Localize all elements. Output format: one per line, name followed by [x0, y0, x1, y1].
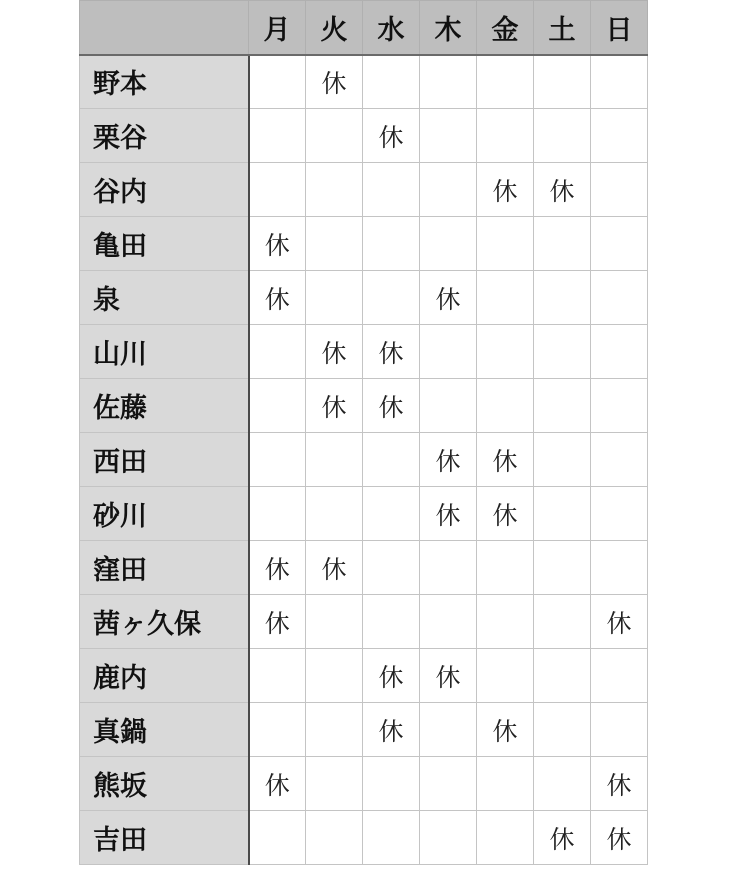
schedule-cell[interactable]: 休	[306, 379, 363, 433]
schedule-cell[interactable]	[420, 541, 477, 595]
table-row	[80, 55, 648, 109]
schedule-cell[interactable]: 休	[420, 487, 477, 541]
schedule-cell[interactable]: 休	[249, 595, 306, 649]
schedule-cell[interactable]	[363, 757, 420, 811]
schedule-cell[interactable]	[363, 811, 420, 865]
schedule-cell[interactable]	[306, 433, 363, 487]
schedule-cell[interactable]	[420, 595, 477, 649]
schedule-cell[interactable]	[363, 163, 420, 217]
schedule-cell[interactable]	[249, 55, 306, 109]
schedule-cell[interactable]	[591, 541, 648, 595]
header-row	[80, 1, 648, 55]
schedule-cell[interactable]: 休	[534, 811, 591, 865]
schedule-cell[interactable]: 休	[363, 325, 420, 379]
schedule-cell[interactable]	[477, 271, 534, 325]
header-day-sat[interactable]: 土	[534, 1, 591, 55]
schedule-cell[interactable]	[363, 595, 420, 649]
schedule-cell[interactable]: 休	[363, 379, 420, 433]
schedule-cell[interactable]	[363, 433, 420, 487]
schedule-cell[interactable]	[477, 217, 534, 271]
schedule-cell[interactable]: 休	[420, 433, 477, 487]
schedule-cell[interactable]	[534, 217, 591, 271]
header-day-fri[interactable]: 金	[477, 1, 534, 55]
schedule-cell[interactable]	[363, 217, 420, 271]
schedule-cell[interactable]: 休	[249, 217, 306, 271]
table-row	[80, 487, 648, 541]
table-row	[80, 433, 648, 487]
row-name-cell[interactable]: 亀田	[80, 217, 249, 271]
schedule-cell[interactable]	[249, 811, 306, 865]
schedule-cell[interactable]	[249, 487, 306, 541]
schedule-cell[interactable]	[363, 55, 420, 109]
schedule-cell[interactable]	[306, 757, 363, 811]
schedule-cell[interactable]	[591, 703, 648, 757]
schedule-cell[interactable]	[420, 163, 477, 217]
schedule-cell[interactable]	[306, 811, 363, 865]
schedule-cell[interactable]	[420, 217, 477, 271]
schedule-cell[interactable]	[591, 379, 648, 433]
header-day-tue[interactable]: 火	[306, 1, 363, 55]
schedule-cell[interactable]	[306, 487, 363, 541]
schedule-cell[interactable]	[591, 487, 648, 541]
schedule-cell[interactable]	[591, 325, 648, 379]
row-name-cell[interactable]: 野本	[80, 55, 249, 109]
schedule-cell[interactable]	[420, 757, 477, 811]
header-day-wed[interactable]: 水	[363, 1, 420, 55]
row-name-cell[interactable]: 西田	[80, 433, 249, 487]
schedule-cell[interactable]	[306, 163, 363, 217]
schedule-cell[interactable]	[306, 109, 363, 163]
table-row	[80, 811, 648, 865]
schedule-cell[interactable]: 休	[363, 649, 420, 703]
schedule-cell[interactable]	[534, 433, 591, 487]
schedule-cell[interactable]	[477, 109, 534, 163]
schedule-cell[interactable]	[534, 109, 591, 163]
row-name-cell[interactable]: 窪田	[80, 541, 249, 595]
table-row	[80, 271, 648, 325]
schedule-cell[interactable]: 休	[477, 433, 534, 487]
table-row	[80, 541, 648, 595]
schedule-cell[interactable]	[420, 379, 477, 433]
schedule-cell[interactable]	[477, 541, 534, 595]
table-body	[80, 55, 648, 865]
schedule-cell[interactable]	[591, 433, 648, 487]
schedule-cell[interactable]	[534, 487, 591, 541]
schedule-cell[interactable]	[534, 595, 591, 649]
schedule-cell[interactable]: 休	[249, 757, 306, 811]
schedule-cell[interactable]: 休	[591, 757, 648, 811]
schedule-cell[interactable]: 休	[477, 703, 534, 757]
schedule-cell[interactable]	[534, 703, 591, 757]
schedule-cell[interactable]: 休	[591, 811, 648, 865]
schedule-cell[interactable]	[306, 217, 363, 271]
schedule-cell[interactable]: 休	[306, 541, 363, 595]
schedule-cell[interactable]	[249, 325, 306, 379]
schedule-cell[interactable]	[591, 109, 648, 163]
schedule-cell[interactable]	[477, 757, 534, 811]
schedule-cell[interactable]: 休	[534, 163, 591, 217]
row-name-cell[interactable]: 栗谷	[80, 109, 249, 163]
table-row	[80, 757, 648, 811]
schedule-cell[interactable]: 休	[249, 541, 306, 595]
schedule-cell[interactable]	[477, 55, 534, 109]
row-name-cell[interactable]: 山川	[80, 325, 249, 379]
row-name-cell[interactable]: 鹿内	[80, 649, 249, 703]
schedule-cell[interactable]: 休	[420, 649, 477, 703]
schedule-cell[interactable]	[534, 271, 591, 325]
row-name-cell[interactable]: 茜ヶ久保	[80, 595, 249, 649]
row-name-cell[interactable]: 熊坂	[80, 757, 249, 811]
schedule-cell[interactable]: 休	[477, 163, 534, 217]
schedule-cell[interactable]	[534, 541, 591, 595]
schedule-cell[interactable]	[249, 433, 306, 487]
row-name-cell[interactable]: 真鍋	[80, 703, 249, 757]
schedule-cell[interactable]: 休	[363, 109, 420, 163]
schedule-cell[interactable]	[363, 487, 420, 541]
row-name-cell[interactable]: 吉田	[80, 811, 249, 865]
schedule-table	[79, 0, 648, 865]
schedule-cell[interactable]	[249, 649, 306, 703]
schedule-cell[interactable]: 休	[363, 703, 420, 757]
schedule-cell[interactable]	[249, 379, 306, 433]
schedule-cell[interactable]	[420, 109, 477, 163]
schedule-cell[interactable]	[249, 109, 306, 163]
schedule-cell[interactable]	[477, 379, 534, 433]
table-row	[80, 703, 648, 757]
schedule-cell[interactable]	[249, 703, 306, 757]
header-day-thu[interactable]: 木	[420, 1, 477, 55]
table-row	[80, 217, 648, 271]
schedule-cell[interactable]	[477, 595, 534, 649]
header-day-mon[interactable]: 月	[249, 1, 306, 55]
row-name-cell[interactable]: 泉	[80, 271, 249, 325]
schedule-cell[interactable]	[534, 325, 591, 379]
row-name-cell[interactable]: 砂川	[80, 487, 249, 541]
schedule-cell[interactable]	[591, 217, 648, 271]
table-row	[80, 163, 648, 217]
schedule-cell[interactable]	[477, 649, 534, 703]
schedule-cell[interactable]	[363, 541, 420, 595]
schedule-cell[interactable]	[249, 163, 306, 217]
table-row	[80, 109, 648, 163]
schedule-cell[interactable]	[477, 325, 534, 379]
schedule-cell[interactable]	[591, 649, 648, 703]
schedule-cell[interactable]	[534, 379, 591, 433]
table-row	[80, 649, 648, 703]
schedule-cell[interactable]	[306, 649, 363, 703]
schedule-cell[interactable]	[306, 271, 363, 325]
schedule-cell[interactable]: 休	[591, 595, 648, 649]
schedule-cell[interactable]: 休	[477, 487, 534, 541]
schedule-cell[interactable]	[420, 811, 477, 865]
schedule-cell[interactable]: 休	[420, 271, 477, 325]
schedule-cell[interactable]	[591, 163, 648, 217]
schedule-cell[interactable]: 休	[306, 55, 363, 109]
schedule-cell[interactable]	[306, 703, 363, 757]
row-name-cell[interactable]: 佐藤	[80, 379, 249, 433]
schedule-cell[interactable]: 休	[306, 325, 363, 379]
schedule-cell[interactable]	[306, 595, 363, 649]
schedule-cell[interactable]	[591, 55, 648, 109]
schedule-cell[interactable]	[534, 757, 591, 811]
schedule-cell[interactable]	[534, 55, 591, 109]
schedule-cell[interactable]	[420, 703, 477, 757]
schedule-cell[interactable]	[591, 271, 648, 325]
row-name-cell[interactable]: 谷内	[80, 163, 249, 217]
schedule-cell[interactable]	[534, 649, 591, 703]
table-header	[80, 1, 648, 55]
table-row	[80, 325, 648, 379]
schedule-cell[interactable]	[420, 55, 477, 109]
header-corner-cell[interactable]	[80, 1, 249, 55]
schedule-cell[interactable]	[363, 271, 420, 325]
table-row	[80, 379, 648, 433]
table-row	[80, 595, 648, 649]
header-day-sun[interactable]: 日	[591, 1, 648, 55]
schedule-cell[interactable]: 休	[249, 271, 306, 325]
schedule-cell[interactable]	[477, 811, 534, 865]
schedule-cell[interactable]	[420, 325, 477, 379]
